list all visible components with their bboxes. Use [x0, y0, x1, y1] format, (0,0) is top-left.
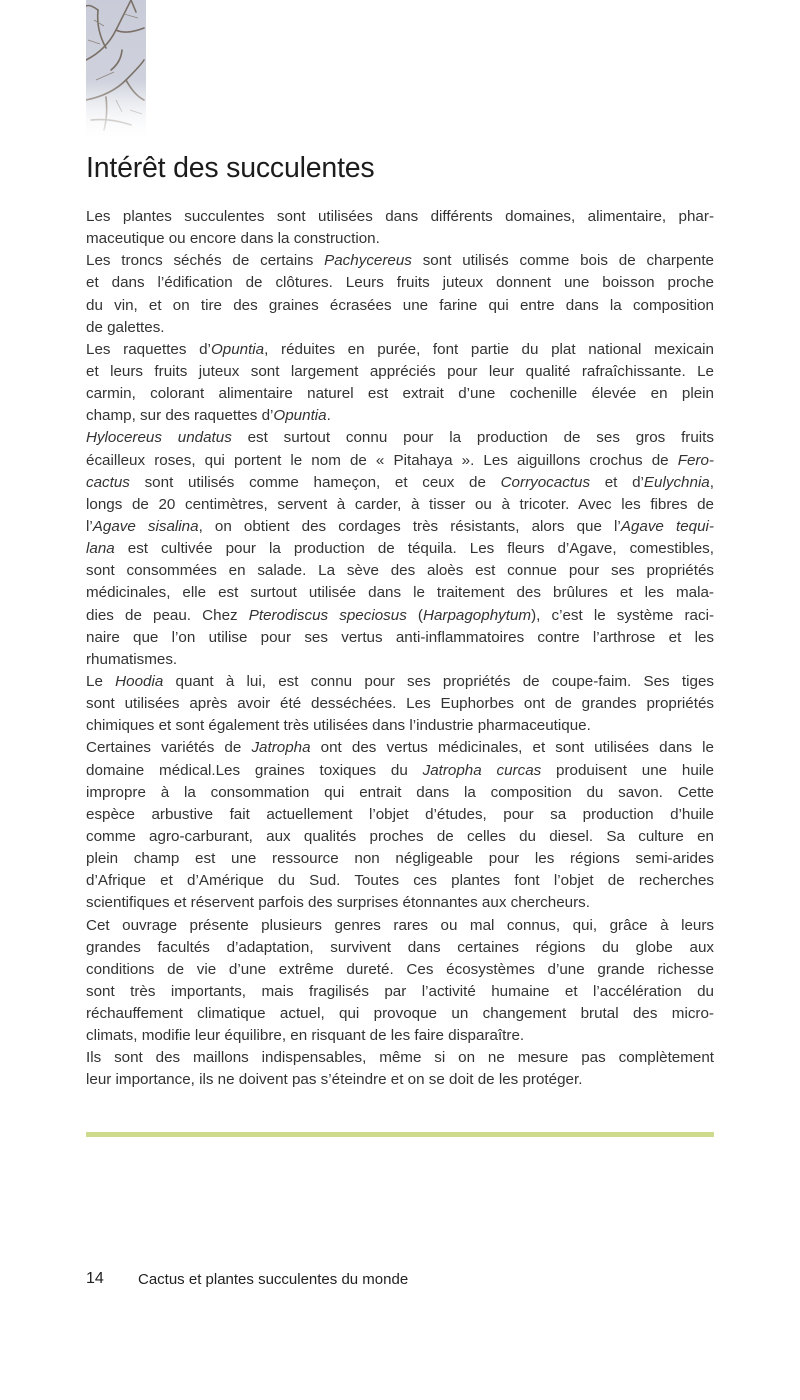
- paragraph: [86, 737, 714, 914]
- text-line: [86, 848, 714, 870]
- text-segment: rhumatismes.: [86, 650, 178, 668]
- text-line: [86, 206, 714, 228]
- text-segment: longs de 20 centimètres, servent à carder, à tisser ou à tricoter. Avec les fibres de: [86, 495, 714, 513]
- text-segment: écailleux roses, qui portent le nom de « Pitahaya ». Les aiguillons crochus de: [86, 451, 678, 469]
- text-segment: carmin, colorant alimentaire naturel est extrait d’une cochenille élevée en plein: [86, 385, 714, 403]
- text-line: [86, 1069, 714, 1091]
- text-segment: espèce arbustive fait actuellement l’objet d’études, pour sa production d’huile: [86, 805, 714, 823]
- text-segment: Certaines variétés de: [86, 739, 252, 757]
- text-line: [86, 671, 714, 693]
- italic-taxon: Harpagophytum: [423, 606, 532, 624]
- text-segment: climats, modifie leur équilibre, en risquant de les faire disparaître.: [86, 1027, 525, 1045]
- text-segment: comme agro-carburant, aux qualités proches de celles du diesel. Sa culture en: [86, 827, 714, 845]
- text-segment: champ, sur des raquettes d’: [86, 407, 274, 425]
- text-segment: Les raquettes d’: [86, 340, 211, 358]
- paragraph: [86, 671, 714, 737]
- text-line: [86, 737, 714, 759]
- text-line: [86, 915, 714, 937]
- text-line: [86, 450, 714, 472]
- text-line: [86, 582, 714, 604]
- text-segment: du vin, et on tire des graines écrasées une farine qui entre dans la composition: [86, 296, 714, 314]
- text-segment: dies de peau. Chez: [86, 606, 249, 624]
- text-segment: ), c’est le système raci-: [531, 606, 715, 624]
- text-line: [86, 272, 714, 294]
- text-segment: , on obtient des cordages très résistants, alors que l’: [198, 517, 621, 535]
- text-segment: plein champ est une ressource non négligeable pour les régions semi-arides: [86, 850, 714, 868]
- text-segment: conditions de vie d’une extrême dureté. Ces écosystèmes d’une grande richesse: [86, 960, 714, 978]
- text-segment: produisent une huile: [541, 761, 714, 779]
- text-line: [86, 605, 714, 627]
- text-segment: .: [326, 407, 331, 425]
- text-segment: Ils sont des maillons indispensables, même si on ne mesure pas complètement: [86, 1049, 714, 1067]
- running-footer-title: Cactus et plantes succulentes du monde: [138, 1271, 409, 1288]
- text-segment: est surtout connu pour la production de ses gros fruits: [231, 429, 714, 447]
- paragraph: [86, 1047, 714, 1091]
- text-line: [86, 250, 714, 272]
- text-line: [86, 472, 714, 494]
- text-line: [86, 339, 714, 361]
- italic-taxon: Opuntia: [210, 340, 265, 358]
- text-line: [86, 1003, 714, 1025]
- paragraph: [86, 427, 714, 671]
- text-line: [86, 228, 714, 250]
- italic-taxon: Agave tequi-: [620, 517, 714, 535]
- section-heading: Intérêt des succulentes: [86, 152, 375, 184]
- text-line: [86, 516, 714, 538]
- italic-taxon: Jatropha curcas: [422, 761, 542, 779]
- text-segment: l’: [86, 517, 93, 535]
- text-segment: sont utilisées après avoir été desséchées. Les Euphorbes ont de grandes propriétés: [86, 695, 714, 713]
- text-line: [86, 361, 714, 383]
- italic-taxon: Hoodia: [115, 672, 164, 690]
- text-line: [86, 317, 714, 339]
- text-segment: domaine médical.Les graines toxiques du: [86, 761, 423, 779]
- text-segment: impropre à la consommation qui entrait dans la composition du savon. Cette: [86, 783, 714, 801]
- italic-taxon: Hylocereus undatus: [86, 429, 232, 447]
- text-line: [86, 693, 714, 715]
- text-segment: et leurs fruits juteux sont largement appréciés pour leur qualité rafraîchissante. Le: [86, 362, 714, 380]
- italic-taxon: Eulychnia: [643, 473, 710, 491]
- italic-taxon: cactus: [86, 473, 130, 491]
- text-line: [86, 560, 714, 582]
- text-line: [86, 870, 714, 892]
- text-segment: ,: [709, 473, 714, 491]
- text-segment: et dans l’édification de clôtures. Leurs fruits juteux donnent une boisson proche: [86, 274, 714, 292]
- italic-taxon: Corryocactus: [500, 473, 591, 491]
- text-line: [86, 649, 714, 671]
- text-line: [86, 981, 714, 1003]
- text-segment: ont des vertus médicinales, et sont utilisées dans le: [310, 739, 714, 757]
- text-segment: sont utilisés comme hameçon, et ceux de: [129, 473, 501, 491]
- text-line: [86, 295, 714, 317]
- paragraph: [86, 339, 714, 428]
- italic-taxon: Agave sisalina: [92, 517, 199, 535]
- text-segment: sont très importants, mais fragilisés par l’activité humaine et l’accélération du: [86, 982, 714, 1000]
- text-segment: sont consommées en salade. La sève des aloès est connue pour ses propriétés: [86, 562, 714, 580]
- italic-taxon: Fero-: [677, 451, 714, 469]
- text-segment: (: [406, 606, 423, 624]
- text-segment: grandes facultés d’adaptation, survivent dans certaines régions du globe aux: [86, 938, 714, 956]
- text-line: [86, 627, 714, 649]
- body-text: [86, 206, 714, 1092]
- text-segment: réchauffement climatique actuel, qui provoque un changement brutal des micro-: [86, 1005, 714, 1023]
- text-line: [86, 383, 714, 405]
- text-line: [86, 826, 714, 848]
- text-segment: , réduites en purée, font partie du plat national mexicain: [264, 340, 715, 358]
- paragraph: [86, 915, 714, 1048]
- text-segment: sont utilisés comme bois de charpente: [411, 252, 715, 270]
- text-segment: maceutique ou encore dans la construction.: [86, 230, 380, 248]
- text-line: [86, 804, 714, 826]
- text-segment: quant à lui, est connu pour ses propriétés de coupe-faim. Ses tiges: [163, 672, 714, 690]
- italic-taxon: Opuntia: [273, 407, 327, 425]
- text-segment: et d’: [590, 473, 644, 491]
- text-segment: est cultivée pour la production de téquila. Les fleurs d’Agave, comestibles,: [114, 540, 714, 558]
- text-line: [86, 427, 714, 449]
- text-segment: d’Afrique et d’Amérique du Sud. Toutes ces plantes font l’objet de recherches: [86, 872, 714, 890]
- text-line: [86, 715, 714, 737]
- text-segment: Les plantes succulentes sont utilisées dans différents domaines, alimentaire, phar-: [86, 208, 714, 225]
- text-segment: naire que l’on utilise pour ses vertus anti-inflammatoires contre l’arthrose et les: [86, 628, 714, 646]
- header-photo-branches: [86, 0, 146, 142]
- paragraph: [86, 250, 714, 339]
- page-number: 14: [86, 1270, 104, 1287]
- text-line: [86, 760, 714, 782]
- text-segment: chimiques et sont également très utilisées dans l’industrie pharmaceutique.: [86, 717, 591, 735]
- text-line: [86, 782, 714, 804]
- paragraph: [86, 206, 714, 250]
- text-line: [86, 892, 714, 914]
- italic-taxon: Pterodiscus speciosus: [248, 606, 407, 624]
- text-segment: Le: [86, 672, 116, 690]
- text-segment: de galettes.: [86, 318, 165, 336]
- text-line: [86, 937, 714, 959]
- italic-taxon: Jatropha: [251, 739, 311, 757]
- italic-taxon: lana: [86, 540, 115, 558]
- text-segment: Les troncs séchés de certains: [86, 252, 325, 270]
- text-line: [86, 1047, 714, 1069]
- text-line: [86, 538, 714, 560]
- text-line: [86, 959, 714, 981]
- section-divider-rule: [86, 1132, 714, 1137]
- text-segment: scientifiques et réservent parfois des surprises étonnantes aux chercheurs.: [86, 894, 590, 912]
- text-line: [86, 1025, 714, 1047]
- text-line: [86, 405, 714, 427]
- text-line: [86, 494, 714, 516]
- text-segment: médicinales, elle est surtout utilisée dans le traitement des brûlures et les mala-: [86, 584, 714, 602]
- text-segment: Cet ouvrage présente plusieurs genres rares ou mal connus, qui, grâce à leurs: [86, 916, 714, 934]
- text-segment: leur importance, ils ne doivent pas s’éteindre et on se doit de les protéger.: [86, 1071, 583, 1089]
- italic-taxon: Pachycereus: [324, 252, 412, 270]
